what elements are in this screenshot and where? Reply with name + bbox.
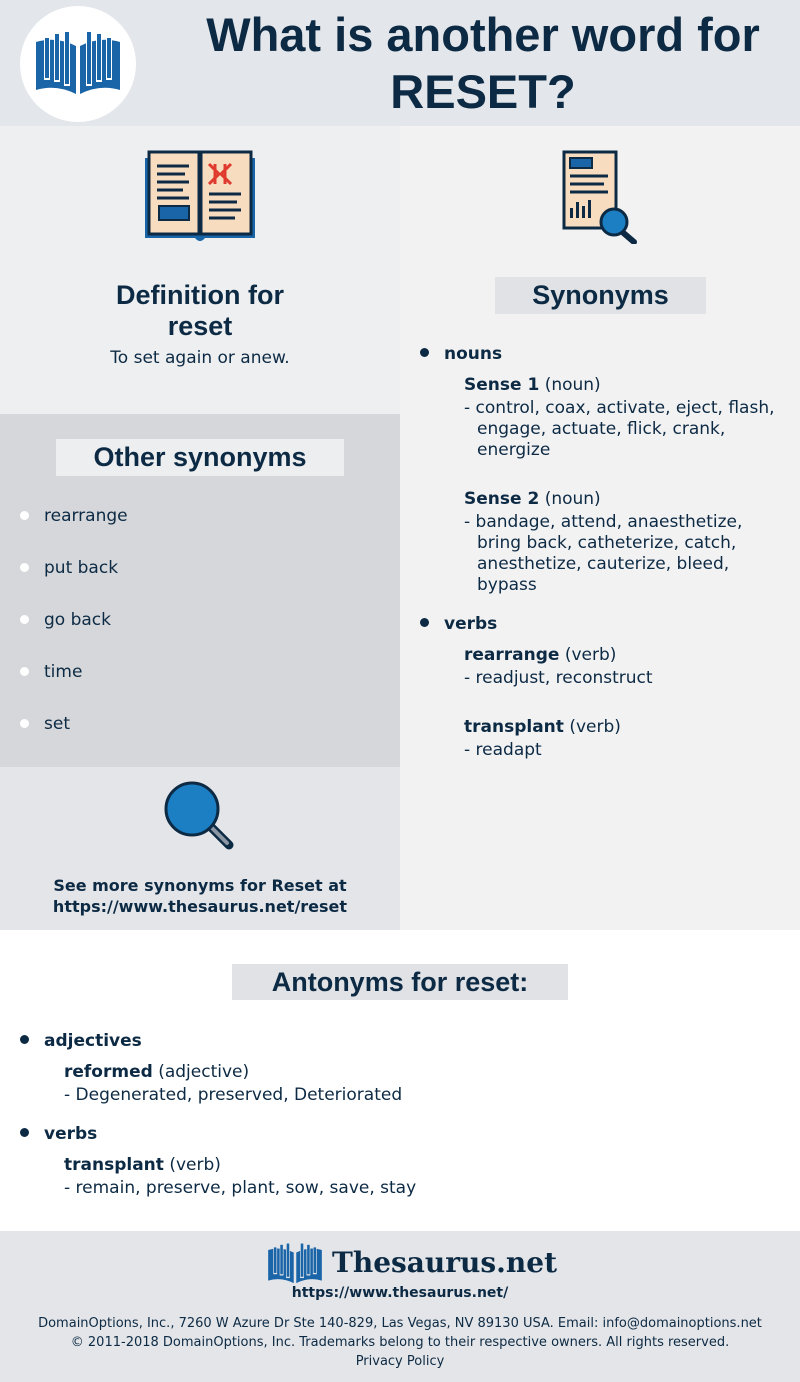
bullet bbox=[20, 615, 29, 624]
other-synonym-item[interactable]: set bbox=[44, 714, 70, 734]
synonym-list: - readjust, reconstruct bbox=[464, 668, 653, 688]
sense-heading: transplant (verb) bbox=[64, 1155, 221, 1175]
footer-address: DomainOptions, Inc., 7260 W Azure Dr Ste 140-829, Las Vegas, NV 89130 USA. Email: info@domainoptions.net bbox=[38, 1316, 762, 1331]
synonym-list: - control, coax, activate, eject, flash, engage, actuate, flick, crank, energize bbox=[464, 398, 775, 460]
pos-verbs: verbs bbox=[44, 1124, 98, 1144]
sense-heading: Sense 1 (noun) bbox=[464, 375, 601, 395]
sense-heading: Sense 2 (noun) bbox=[464, 489, 601, 509]
bullet bbox=[20, 1035, 29, 1044]
book-logo-icon[interactable] bbox=[264, 1241, 326, 1287]
other-synonym-item[interactable]: go back bbox=[44, 610, 111, 630]
bullet bbox=[20, 667, 29, 676]
antonym-list: - Degenerated, preserved, Deteriorated bbox=[64, 1085, 403, 1105]
page-header bbox=[0, 0, 800, 126]
pos-nouns: nouns bbox=[444, 344, 503, 364]
synonyms-title: Synonyms bbox=[495, 277, 706, 314]
see-more-link[interactable]: See more synonyms for Reset at https://www.thesaurus.net/reset bbox=[52, 876, 348, 916]
document-search-icon bbox=[560, 150, 640, 244]
see-more-panel bbox=[0, 767, 400, 930]
antonyms-title: Antonyms for reset: bbox=[232, 964, 568, 1000]
bullet bbox=[420, 348, 429, 357]
other-synonym-item[interactable]: rearrange bbox=[44, 506, 128, 526]
magnifier-icon bbox=[163, 781, 237, 853]
footer-copyright: © 2011-2018 DomainOptions, Inc. Trademarks belong to their respective owners. All rights reserved. bbox=[70, 1335, 730, 1350]
antonym-list: - remain, preserve, plant, sow, save, stay bbox=[64, 1178, 417, 1198]
bullet bbox=[420, 618, 429, 627]
sense-heading: reformed (adjective) bbox=[64, 1062, 250, 1082]
sense-heading: transplant (verb) bbox=[464, 717, 621, 737]
open-book-icon bbox=[141, 150, 259, 246]
book-logo-icon bbox=[32, 28, 124, 100]
bullet bbox=[20, 1128, 29, 1137]
synonym-list: - readapt bbox=[464, 740, 542, 760]
other-synonyms-title: Other synonyms bbox=[56, 439, 344, 476]
definition-panel bbox=[0, 126, 400, 414]
synonym-list: - bandage, attend, anaesthetize, bring back, catheterize, catch, anesthetize, cauterize, bleed, bypass bbox=[464, 512, 743, 595]
site-logo[interactable] bbox=[20, 6, 136, 122]
footer-brand[interactable]: Thesaurus.net bbox=[332, 1246, 557, 1279]
bullet bbox=[20, 511, 29, 520]
definition-text: To set again or anew. bbox=[110, 348, 290, 368]
other-synonym-item[interactable]: put back bbox=[44, 558, 119, 578]
page-title: What is another word for RESET? bbox=[206, 8, 760, 118]
page-footer bbox=[0, 1231, 800, 1382]
sense-heading: rearrange (verb) bbox=[464, 645, 617, 665]
other-synonym-item[interactable]: time bbox=[44, 662, 83, 682]
pos-adjectives: adjectives bbox=[44, 1031, 142, 1051]
bullet bbox=[20, 563, 29, 572]
definition-title: Definition for reset bbox=[116, 280, 284, 341]
privacy-policy-link[interactable]: Privacy Policy bbox=[355, 1354, 445, 1369]
synonyms-panel bbox=[400, 126, 800, 930]
other-synonyms-panel bbox=[0, 414, 400, 767]
pos-verbs: verbs bbox=[444, 614, 498, 634]
bullet bbox=[20, 719, 29, 728]
footer-url[interactable]: https://www.thesaurus.net/ bbox=[291, 1285, 509, 1301]
